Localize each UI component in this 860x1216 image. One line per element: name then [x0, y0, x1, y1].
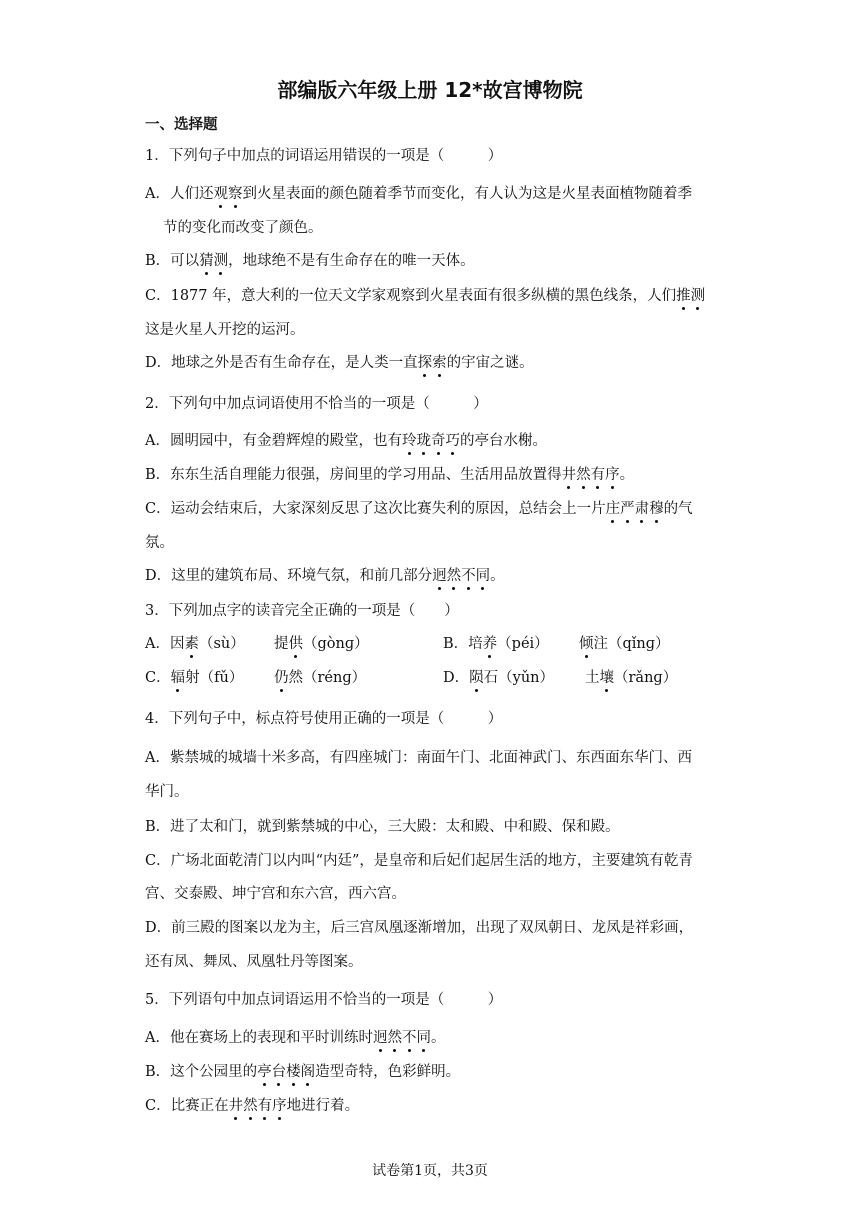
question-4-option-a-continued: 华门。: [145, 784, 189, 800]
emphasis-dot-char: 迥: [372, 1030, 388, 1046]
section-heading: 一、选择题: [145, 117, 218, 133]
text: B．东东生活自理能力很强，房间里的学习用品、生活用品放置得: [145, 467, 562, 483]
question-1-option-d: [145, 353, 534, 373]
text: C．运动会结束后，大家深刻反思了这次比赛失利的原因，总结会上一片: [145, 501, 606, 517]
question-5-stem: 5．下列语句中加点词语运用不恰当的一项是（ ）: [145, 992, 503, 1008]
text: B．可以: [145, 253, 200, 269]
question-1-option-a: [145, 184, 692, 204]
dotted-word: [229, 1098, 287, 1114]
question-3-option-d: [443, 668, 554, 688]
question-4-option-d-continued: 还有凤、舞凤、凤凰牡丹等图案。: [145, 954, 363, 970]
question-1-option-c: [145, 286, 705, 306]
text: 然（rénɡ）: [288, 670, 367, 686]
emphasis-dot-char: 养: [482, 636, 498, 652]
text: 土: [585, 670, 600, 686]
dotted-char: [184, 636, 199, 652]
text: D．这里的建筑布局、环境气氛，和前几部分: [145, 568, 433, 584]
question-3-option-a: [145, 634, 245, 654]
dotted-word: [606, 501, 664, 517]
emphasis-dot-char: 推: [676, 288, 691, 304]
question-4-option-c-continued: 宫、交泰殿、坤宁宫和东六宫，西六宫。: [145, 886, 406, 902]
text: B．培: [443, 636, 483, 652]
text: D．地球之外是否有生命存在，是人类一直: [145, 355, 418, 371]
emphasis-dot-char: 肃: [634, 501, 650, 517]
question-2-option-b: [145, 465, 634, 485]
text: 注（qǐnɡ）: [593, 636, 670, 652]
emphasis-dot-char: 珑: [416, 433, 431, 449]
text: C．1877 年，意大利的一位天文学家观察到火星表面有很多纵横的黑色线条，人们: [145, 288, 677, 304]
emphasis-dot-char: 素: [184, 636, 199, 652]
page-title: 部编版六年级上册 12*故宫博物院: [277, 78, 583, 102]
emphasis-dot-char: 玲: [401, 433, 417, 449]
emphasis-dot-char: 井: [561, 467, 577, 483]
emphasis-dot-char: 有: [590, 467, 606, 483]
dotted-word: [432, 568, 490, 584]
emphasis-dot-char: 同: [475, 568, 491, 584]
emphasis-dot-char: 迥: [432, 568, 447, 584]
emphasis-dot-char: 探: [417, 355, 433, 371]
text: 地进行着。: [286, 1098, 360, 1114]
emphasis-dot-char: 阁: [300, 1064, 316, 1080]
question-3-option-b: [443, 634, 549, 654]
emphasis-dot-char: 测: [213, 253, 229, 269]
emphasis-dot-char: 测: [690, 288, 706, 304]
text: 。: [619, 467, 635, 483]
emphasis-dot-char: 穆: [649, 501, 664, 517]
text: A．他在赛场上的表现和平时训练时: [145, 1030, 373, 1046]
question-3-option-d-second: [585, 668, 677, 688]
emphasis-dot-char: 供: [288, 636, 303, 652]
question-3-option-c-second: [274, 668, 366, 688]
text: （gònɡ）: [303, 636, 369, 652]
emphasis-dot-char: 庄: [605, 501, 621, 517]
emphasis-dot-char: 亭: [257, 1064, 272, 1080]
emphasis-dot-char: 巧: [445, 433, 460, 449]
text: （péi）: [497, 636, 549, 652]
emphasis-dot-char: 台: [271, 1064, 287, 1080]
emphasis-dot-char: 仍: [274, 670, 289, 686]
emphasis-dot-char: 然: [387, 1030, 402, 1046]
question-2-option-d: [145, 566, 505, 586]
dotted-word: [562, 467, 620, 483]
question-2-option-a: [145, 431, 547, 451]
dotted-char: [600, 670, 615, 686]
text: 造型奇特，色彩鲜明。: [315, 1064, 461, 1080]
question-4-option-a: A．紫禁城的城墙十米多高，有四座城门：南面午门、北面神武门、东西面东华门、西: [145, 750, 692, 766]
question-2-option-c: [145, 499, 693, 519]
text: （sù）: [198, 636, 245, 652]
question-5-option-c: [145, 1096, 359, 1116]
emphasis-dot-char: 奇: [430, 433, 446, 449]
emphasis-dot-char: 索: [432, 355, 447, 371]
question-4-option-c: C．广场北面乾清门以内叫“内廷”，是皇帝和后妃们起居生活的地方，主要建筑有乾青: [145, 853, 693, 869]
emphasis-dot-char: 壤: [599, 670, 614, 686]
question-5-option-b: [145, 1062, 460, 1082]
emphasis-dot-char: 猜: [199, 253, 214, 269]
emphasis-dot-char: 同: [416, 1030, 431, 1046]
emphasis-dot-char: 察: [227, 186, 243, 202]
question-2-stem: 2．下列句中加点词语使用不恰当的一项是（ ）: [145, 396, 488, 412]
question-3-option-c: [145, 668, 243, 688]
emphasis-dot-char: 然: [243, 1098, 258, 1114]
text: 射（fǔ）: [185, 670, 244, 686]
question-3-option-b-second: [579, 634, 670, 654]
text: 的气: [663, 501, 693, 517]
dotted-char: [579, 636, 594, 652]
question-3-option-a-second: [274, 634, 369, 654]
dotted-word: [418, 355, 447, 371]
emphasis-dot-char: 辐: [170, 670, 186, 686]
emphasis-dot-char: 观: [213, 186, 228, 202]
question-1-option-c-continued: 这是火星人开挖的运河。: [145, 322, 305, 338]
emphasis-dot-char: 陨: [469, 670, 484, 686]
text: A．圆明园中，有金碧辉煌的殿堂，也有: [145, 433, 402, 449]
dotted-word: [676, 288, 705, 304]
dotted-word: [199, 253, 228, 269]
text: 到火星表面的颜色随着季节而变化，有人认为这是火星表面植物随着季: [242, 186, 692, 202]
text: （rǎnɡ）: [614, 670, 678, 686]
question-1-stem: 1．下列句子中加点的词语运用错误的一项是（ ）: [145, 148, 503, 164]
dotted-char: [289, 636, 304, 652]
emphasis-dot-char: 有: [257, 1098, 273, 1114]
question-1-option-a-continued: 节的变化而改变了颜色。: [163, 220, 323, 236]
emphasis-dot-char: 倾: [579, 636, 594, 652]
text: D．: [443, 670, 470, 686]
emphasis-dot-char: 不: [461, 568, 476, 584]
text: 石（yǔn）: [483, 670, 555, 686]
text: C．比赛正在: [145, 1098, 229, 1114]
page-footer: 试卷第1页，共3页: [372, 1163, 488, 1179]
text: 的亭台水榭。: [459, 433, 547, 449]
text: 提: [274, 636, 289, 652]
emphasis-dot-char: 然: [446, 568, 462, 584]
dotted-word: [213, 186, 242, 202]
dotted-word: [402, 433, 460, 449]
question-4-option-d: D．前三殿的图案以龙为主，后三宫凤凰逐渐增加，出现了双凤朝日、龙凤是祥彩画，: [145, 920, 694, 936]
question-4-stem: 4．下列句子中，标点符号使用正确的一项是（ ）: [145, 711, 503, 727]
emphasis-dot-char: 楼: [286, 1064, 301, 1080]
question-2-option-c-continued: 氛。: [145, 535, 174, 551]
emphasis-dot-char: 严: [620, 501, 635, 517]
dotted-char: [483, 636, 498, 652]
emphasis-dot-char: 井: [228, 1098, 244, 1114]
question-5-option-a: [145, 1028, 445, 1048]
emphasis-dot-char: 序: [605, 467, 620, 483]
text: A．因: [145, 636, 185, 652]
text: 。: [490, 568, 505, 584]
text: ，地球绝不是有生命存在的唯一天体。: [228, 253, 475, 269]
text: 。: [430, 1030, 446, 1046]
question-1-option-b: [145, 251, 475, 271]
text: B．这个公园里的: [145, 1064, 258, 1080]
text: 的宇宙之谜。: [446, 355, 534, 371]
emphasis-dot-char: 然: [576, 467, 591, 483]
question-4-option-b: B．进了太和门，就到紫禁城的中心，三大殿：太和殿、中和殿、保和殿。: [145, 819, 620, 835]
dotted-word: [373, 1030, 431, 1046]
dotted-word: [257, 1064, 315, 1080]
emphasis-dot-char: 不: [401, 1030, 417, 1046]
text: A．人们还: [145, 186, 214, 202]
dotted-char: [469, 670, 484, 686]
text: C．: [145, 670, 171, 686]
emphasis-dot-char: 序: [272, 1098, 287, 1114]
dotted-char: [274, 670, 289, 686]
question-3-stem: 3．下列加点字的读音完全正确的一项是（ ）: [145, 603, 459, 619]
dotted-char: [171, 670, 186, 686]
